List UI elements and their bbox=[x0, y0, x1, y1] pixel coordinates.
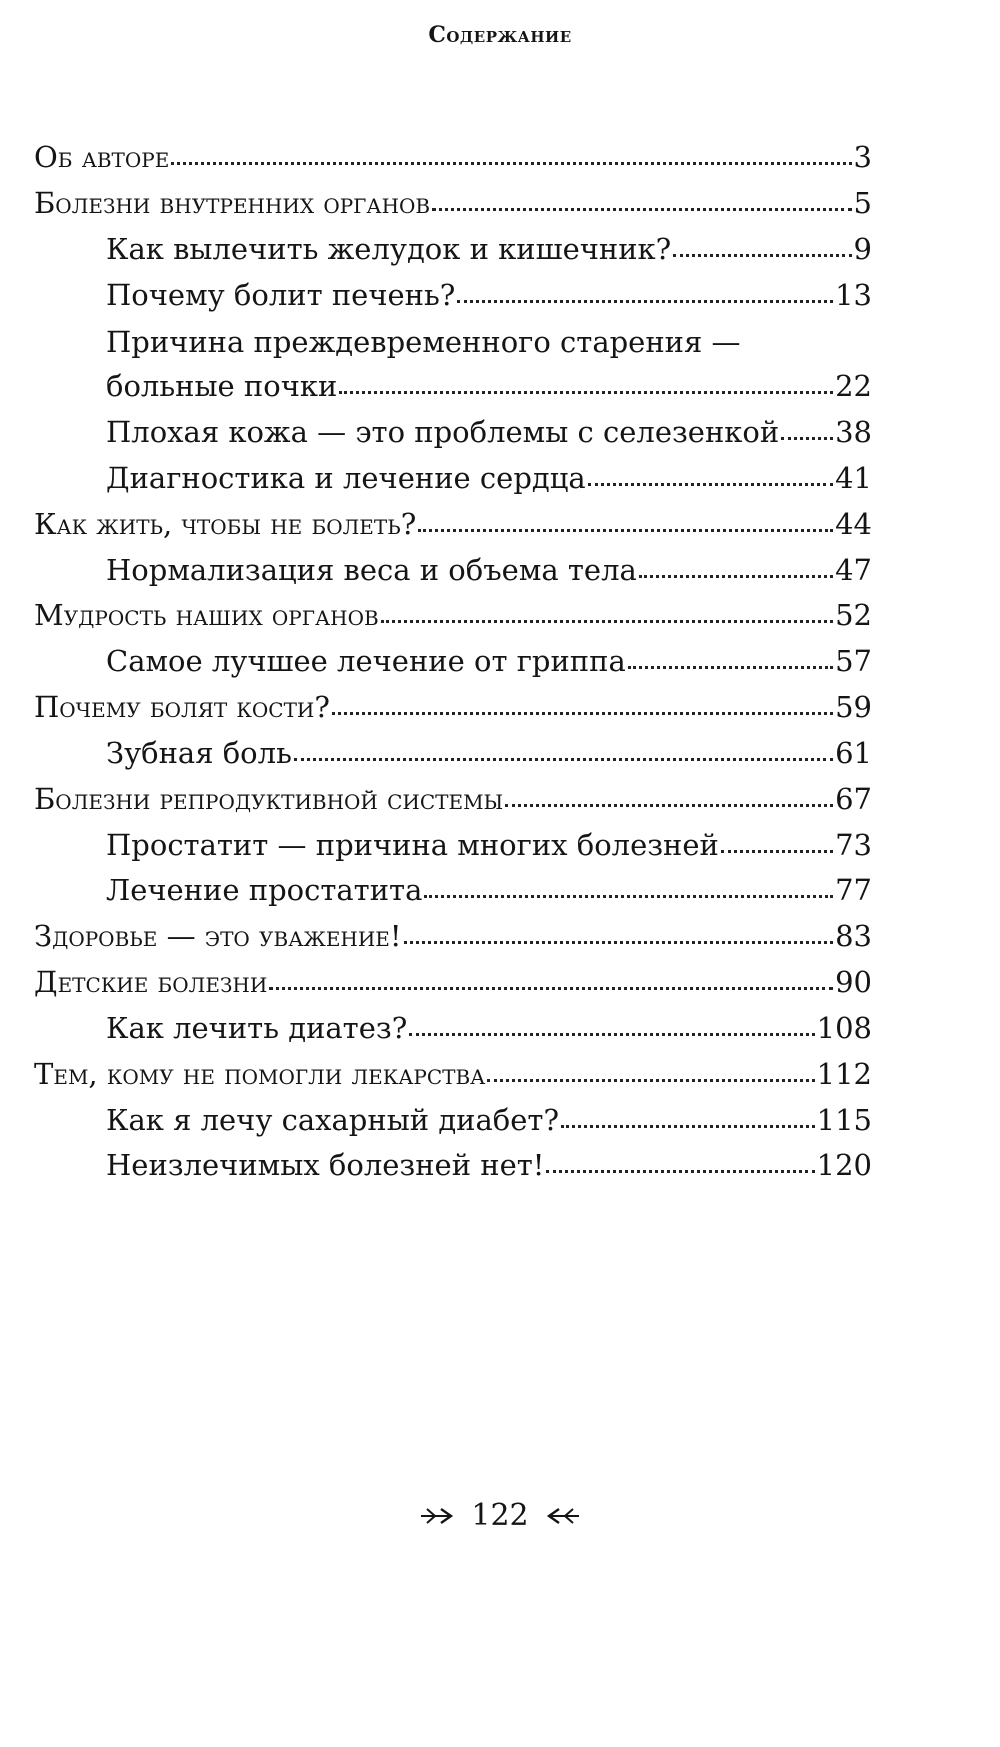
toc-entry bbox=[106, 456, 872, 501]
dot-leader bbox=[673, 253, 851, 257]
toc-entry-label: Плохая кожа — это проблемы с селезенкой bbox=[106, 415, 780, 449]
toc-entry bbox=[34, 502, 872, 547]
toc-entry-label: Простатит — причина многих болезней bbox=[106, 828, 719, 862]
toc-entry-page: 52 bbox=[835, 598, 872, 632]
toc-entry-label: Мудрость наших органов bbox=[34, 598, 379, 632]
toc-entry-page: 41 bbox=[835, 461, 872, 495]
toc-entry-label: Здоровье — это уважение! bbox=[34, 919, 402, 953]
dot-leader bbox=[418, 528, 833, 532]
dot-leader bbox=[487, 1078, 814, 1082]
dot-leader bbox=[409, 1032, 814, 1036]
toc-entry bbox=[34, 960, 872, 1005]
dot-leader bbox=[332, 711, 833, 715]
toc-entry-label: Как лечить диатез? bbox=[106, 1011, 408, 1045]
toc-entry-page: 44 bbox=[835, 507, 872, 541]
toc-entry bbox=[106, 1098, 872, 1143]
toc-entry-page: 5 bbox=[853, 186, 872, 220]
dot-leader bbox=[561, 1124, 815, 1128]
toc-entry-label: Болезни внутренних органов bbox=[34, 186, 431, 220]
dot-leader bbox=[721, 849, 833, 853]
toc-entry bbox=[34, 1052, 872, 1097]
toc-entry-label: Как вылечить желудок и кишечник? bbox=[106, 232, 672, 266]
toc-entry-page: 67 bbox=[835, 782, 872, 816]
toc-entry-page: 13 bbox=[835, 278, 872, 312]
dot-leader bbox=[639, 574, 833, 578]
toc-entry-label: Как жить, чтобы не болеть? bbox=[34, 507, 417, 541]
dot-leader bbox=[171, 161, 851, 165]
dot-leader bbox=[432, 207, 851, 211]
toc-entry-page: 120 bbox=[816, 1148, 872, 1182]
toc-entry bbox=[106, 731, 872, 776]
dot-leader bbox=[781, 436, 833, 440]
toc-entry bbox=[106, 1143, 872, 1188]
dot-leader bbox=[269, 986, 833, 990]
dot-leader bbox=[294, 757, 833, 761]
toc-entry-label: Об авторе bbox=[34, 140, 170, 174]
toc-entry bbox=[106, 823, 872, 868]
toc-entry-label: Как я лечу сахарный диабет? bbox=[106, 1103, 560, 1137]
toc-entry-page: 90 bbox=[835, 965, 872, 999]
toc-entry-page: 38 bbox=[835, 415, 872, 449]
dot-leader bbox=[588, 482, 833, 486]
toc-entry bbox=[106, 548, 872, 593]
toc-entry bbox=[34, 181, 872, 226]
dot-leader bbox=[339, 390, 833, 394]
page-footer bbox=[0, 1498, 1000, 1533]
toc-entry bbox=[34, 914, 872, 959]
toc-entry-page: 59 bbox=[835, 690, 872, 724]
toc-entry-label: Нормализация веса и объема тела bbox=[106, 553, 637, 587]
toc-entry bbox=[34, 593, 872, 638]
toc-entry-label: Самое лучшее лечение от гриппа bbox=[106, 644, 626, 678]
dot-leader bbox=[404, 940, 834, 944]
toc-entry-page: 77 bbox=[835, 873, 872, 907]
dot-leader bbox=[628, 665, 833, 669]
dot-leader bbox=[505, 803, 833, 807]
toc-entry-label: больные почки bbox=[106, 369, 338, 403]
toc-entry-page: 3 bbox=[853, 140, 872, 174]
toc-entry-page: 115 bbox=[816, 1103, 872, 1137]
dot-leader bbox=[546, 1169, 814, 1173]
toc-entry bbox=[106, 1006, 872, 1051]
toc-entry-label: Зубная боль bbox=[106, 736, 292, 770]
toc-entry-label-line1: Причина преждевременного старения — bbox=[106, 325, 741, 359]
toc-entry-page: 57 bbox=[835, 644, 872, 678]
toc-entry bbox=[106, 273, 872, 318]
toc-entry bbox=[34, 685, 872, 730]
page-number: 122 bbox=[471, 1498, 529, 1533]
toc-entry-page: 73 bbox=[835, 828, 872, 862]
toc-entry-page: 9 bbox=[853, 232, 872, 266]
toc-entry bbox=[106, 639, 872, 684]
toc-entry bbox=[106, 410, 872, 455]
toc-entry-label: Болезни репродуктивной системы bbox=[34, 782, 504, 816]
toc-entry-label: Лечение простатита bbox=[106, 873, 423, 907]
toc-entry-label: Диагностика и лечение сердца bbox=[106, 461, 586, 495]
left-ornament-icon bbox=[419, 1506, 457, 1526]
toc-entry bbox=[106, 364, 872, 409]
toc-entry-page: 22 bbox=[835, 369, 872, 403]
toc-entry-page: 108 bbox=[816, 1011, 872, 1045]
toc-entry-label: Почему болит печень? bbox=[106, 278, 456, 312]
dot-leader bbox=[381, 619, 833, 623]
dot-leader bbox=[424, 894, 833, 898]
toc-entry-label: Неизлечимых болезней нет! bbox=[106, 1148, 545, 1182]
toc-entry-page: 61 bbox=[835, 736, 872, 770]
toc-entry bbox=[106, 868, 872, 913]
toc-entry bbox=[34, 777, 872, 822]
toc-entry-label: Почему болят кости? bbox=[34, 690, 330, 724]
toc-entry-page: 83 bbox=[835, 919, 872, 953]
dot-leader bbox=[457, 299, 833, 303]
page-title: Содержание bbox=[428, 22, 572, 48]
toc-entry bbox=[106, 227, 872, 272]
toc-entry-label: Детские болезни bbox=[34, 965, 268, 999]
toc-entry-page: 47 bbox=[835, 553, 872, 587]
toc-entry bbox=[34, 135, 872, 180]
toc-entry-page: 112 bbox=[816, 1057, 872, 1091]
toc-entry-label: Тем, кому не помогли лекарства bbox=[34, 1057, 486, 1091]
right-ornament-icon bbox=[543, 1506, 581, 1526]
